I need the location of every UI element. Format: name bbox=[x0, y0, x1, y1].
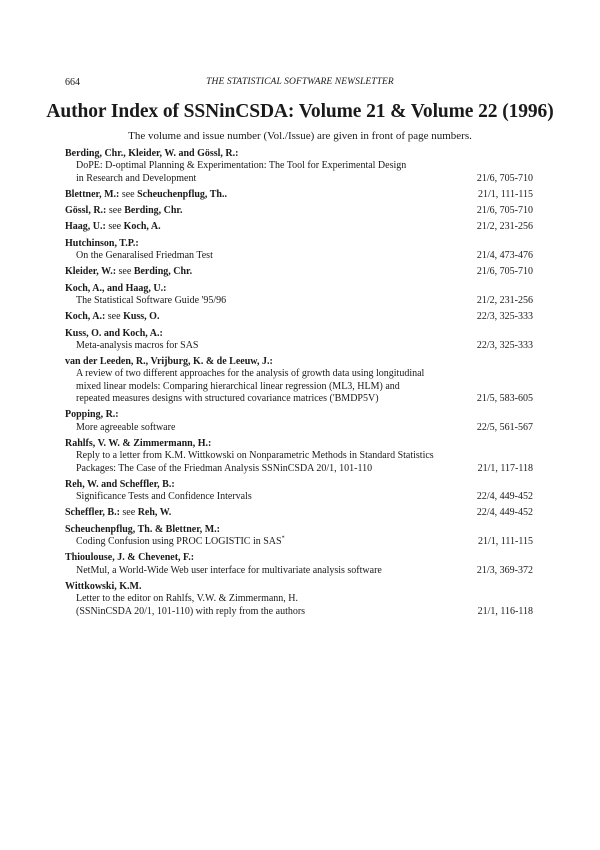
entry-title-text: The Statistical Software Guide '95/96 bbox=[76, 294, 227, 306]
volume-page-reference: 21/4, 473-476 bbox=[476, 250, 533, 262]
entry-authors bbox=[65, 552, 533, 564]
author-names: Thioulouse, J. & Chevenet, F.: bbox=[65, 552, 195, 564]
author-index-list bbox=[65, 148, 533, 622]
index-entry bbox=[65, 552, 533, 577]
index-entry bbox=[65, 524, 533, 549]
journal-name: THE STATISTICAL SOFTWARE NEWSLETTER bbox=[206, 77, 394, 87]
entry-title-line bbox=[65, 393, 533, 405]
volume-page-reference: 22/3, 325-333 bbox=[476, 311, 533, 323]
entry-title-text: DoPE: D-optimal Planning & Experimentation: The Tool for Experimental Design bbox=[76, 160, 407, 172]
entry-title-text: On the Genaralised Friedman Test bbox=[76, 250, 213, 262]
entry-authors bbox=[65, 148, 533, 160]
volume-page-reference: 21/2, 231-256 bbox=[476, 221, 533, 233]
volume-page-reference: 21/5, 583-605 bbox=[476, 393, 533, 405]
volume-page-reference: 22/4, 449-452 bbox=[476, 491, 533, 503]
author-names: Haag, U.: bbox=[65, 221, 106, 233]
volume-page-reference: 21/3, 369-372 bbox=[476, 564, 533, 576]
entry-title-line bbox=[65, 463, 533, 475]
entry-title-text: Significance Tests and Confidence Intervals bbox=[76, 491, 252, 503]
entry-title-line bbox=[65, 160, 533, 172]
author-names: Blettner, M.: bbox=[65, 188, 120, 200]
see-label: see bbox=[121, 188, 135, 200]
entry-authors bbox=[65, 409, 533, 421]
author-names: Rahlfs, V. W. & Zimmermann, H.: bbox=[65, 437, 212, 449]
index-entry bbox=[65, 189, 533, 201]
entry-authors bbox=[65, 479, 533, 491]
entry-title-line bbox=[65, 450, 533, 462]
author-names: Scheuchenpflug, Th. & Blettner, M.: bbox=[65, 523, 221, 535]
index-entry bbox=[65, 356, 533, 405]
entry-title-text: More agreeable software bbox=[76, 421, 176, 433]
entry-authors bbox=[65, 205, 533, 217]
entry-title-line bbox=[65, 250, 533, 262]
entry-title-text: Meta-analysis macros for SAS bbox=[76, 339, 199, 351]
see-target: Reh, W. bbox=[137, 507, 172, 519]
page-number: 664 bbox=[65, 77, 80, 88]
index-entry bbox=[65, 238, 533, 263]
entry-title-text: Packages: The Case of the Friedman Analysis SSNinCSDA 20/1, 101-110 bbox=[76, 462, 373, 474]
author-names: Reh, W. and Scheffler, B.: bbox=[65, 478, 175, 490]
entry-authors bbox=[65, 328, 533, 340]
page-subtitle: The volume and issue number (Vol./Issue) are given in front of page numbers. bbox=[128, 130, 472, 142]
see-target: Berding, Chr. bbox=[124, 205, 183, 217]
entry-title-line bbox=[65, 606, 533, 618]
entry-title-text: NetMul, a World-Wide Web user interface for multivariate analysis software bbox=[76, 564, 382, 576]
see-target: Koch, A. bbox=[123, 221, 161, 233]
index-entry bbox=[65, 221, 533, 233]
index-entry bbox=[65, 438, 533, 475]
volume-page-reference: 22/5, 561-567 bbox=[476, 421, 533, 433]
entry-title-text: Reply to a letter from K.M. Wittkowski on Nonparametric Methods in Standard Statistics bbox=[76, 450, 434, 462]
entry-title-line bbox=[65, 491, 533, 503]
author-names: Popping, R.: bbox=[65, 409, 119, 421]
see-label: see bbox=[107, 311, 121, 323]
index-entry bbox=[65, 479, 533, 504]
see-target: Scheuchenpflug, Th.. bbox=[137, 188, 227, 200]
see-target: Berding, Chr. bbox=[133, 266, 193, 278]
entry-authors bbox=[65, 507, 533, 519]
entry-title-text: (SSNinCSDA 20/1, 101-110) with reply from the authors bbox=[76, 605, 306, 617]
running-head bbox=[65, 77, 535, 91]
entry-title-line bbox=[65, 381, 533, 393]
entry-title-text: in Research and Development bbox=[76, 172, 197, 184]
entry-title-text: Letter to the editor on Rahlfs, V.W. & Zimmermann, H. bbox=[76, 593, 299, 605]
entry-title-line bbox=[65, 565, 533, 577]
see-label: see bbox=[108, 221, 122, 233]
entry-title-line bbox=[65, 368, 533, 380]
entry-title-text: Coding Confusion using PROC LOGISTIC in SAS bbox=[76, 536, 282, 548]
entry-authors bbox=[65, 189, 533, 201]
author-names: Scheffler, B.: bbox=[65, 507, 120, 519]
entry-authors bbox=[65, 266, 533, 278]
index-entry bbox=[65, 409, 533, 434]
entry-authors bbox=[65, 438, 533, 450]
volume-page-reference: 21/1, 117-118 bbox=[477, 462, 533, 474]
author-names: Gössl, R.: bbox=[65, 205, 107, 217]
entry-title-text: mixed linear models: Comparing hierarchical linear regression (ML3, HLM) and bbox=[76, 380, 400, 392]
page-title: Author Index of SSNinCSDA: Volume 21 & Volume 22 (1996) bbox=[46, 101, 554, 122]
index-entry bbox=[65, 148, 533, 185]
see-label: see bbox=[108, 205, 122, 217]
entry-title-line bbox=[65, 536, 533, 548]
volume-page-reference: 21/1, 116-118 bbox=[477, 605, 533, 617]
entry-title-line bbox=[65, 295, 533, 307]
see-target: Kuss, O. bbox=[123, 311, 160, 323]
entry-authors bbox=[65, 221, 533, 233]
see-label: see bbox=[122, 507, 136, 519]
volume-page-reference: 22/4, 449-452 bbox=[476, 507, 533, 519]
entry-authors bbox=[65, 524, 533, 536]
author-names: Kleider, W.: bbox=[65, 266, 117, 278]
entry-title-line bbox=[65, 340, 533, 352]
author-names: Koch, A.: bbox=[65, 311, 106, 323]
author-names: Hutchinson, T.P.: bbox=[65, 237, 139, 249]
volume-page-reference: 21/6, 705-710 bbox=[476, 172, 533, 184]
volume-page-reference: 21/6, 705-710 bbox=[476, 266, 533, 278]
entry-title-text: repeated measures designs with structured covariance matrices ('BMDP5V) bbox=[76, 393, 379, 405]
entry-authors bbox=[65, 311, 533, 323]
author-names: Koch, A., and Haag, U.: bbox=[65, 282, 167, 294]
see-label: see bbox=[118, 266, 132, 278]
index-entry bbox=[65, 205, 533, 217]
index-entry bbox=[65, 507, 533, 519]
index-entry bbox=[65, 266, 533, 278]
volume-page-reference: 21/1, 111-115 bbox=[478, 188, 533, 200]
entry-authors bbox=[65, 356, 533, 368]
author-names: Berding, Chr., Kleider, W. and Gössl, R.: bbox=[65, 148, 239, 159]
index-entry bbox=[65, 311, 533, 323]
entry-authors bbox=[65, 238, 533, 250]
author-names: Wittkowski, K.M. bbox=[65, 580, 142, 592]
entry-title-line bbox=[65, 173, 533, 185]
entry-title-line bbox=[65, 593, 533, 605]
volume-page-reference: 21/6, 705-710 bbox=[476, 205, 533, 217]
entry-authors bbox=[65, 581, 533, 593]
entry-title-text: A review of two different approaches for the analysis of growth data using longitudinal bbox=[76, 368, 425, 380]
volume-page-reference: 21/1, 111-115 bbox=[478, 536, 533, 548]
trademark-superscript: * bbox=[281, 535, 285, 542]
index-entry bbox=[65, 581, 533, 618]
author-names: van der Leeden, R., Vrijburg, K. & de Leeuw, J.: bbox=[65, 356, 273, 368]
entry-title-line bbox=[65, 422, 533, 434]
author-names: Kuss, O. and Koch, A.: bbox=[65, 327, 163, 339]
index-entry bbox=[65, 328, 533, 353]
entry-authors bbox=[65, 283, 533, 295]
volume-page-reference: 22/3, 325-333 bbox=[476, 339, 533, 351]
volume-page-reference: 21/2, 231-256 bbox=[476, 294, 533, 306]
index-entry bbox=[65, 283, 533, 308]
